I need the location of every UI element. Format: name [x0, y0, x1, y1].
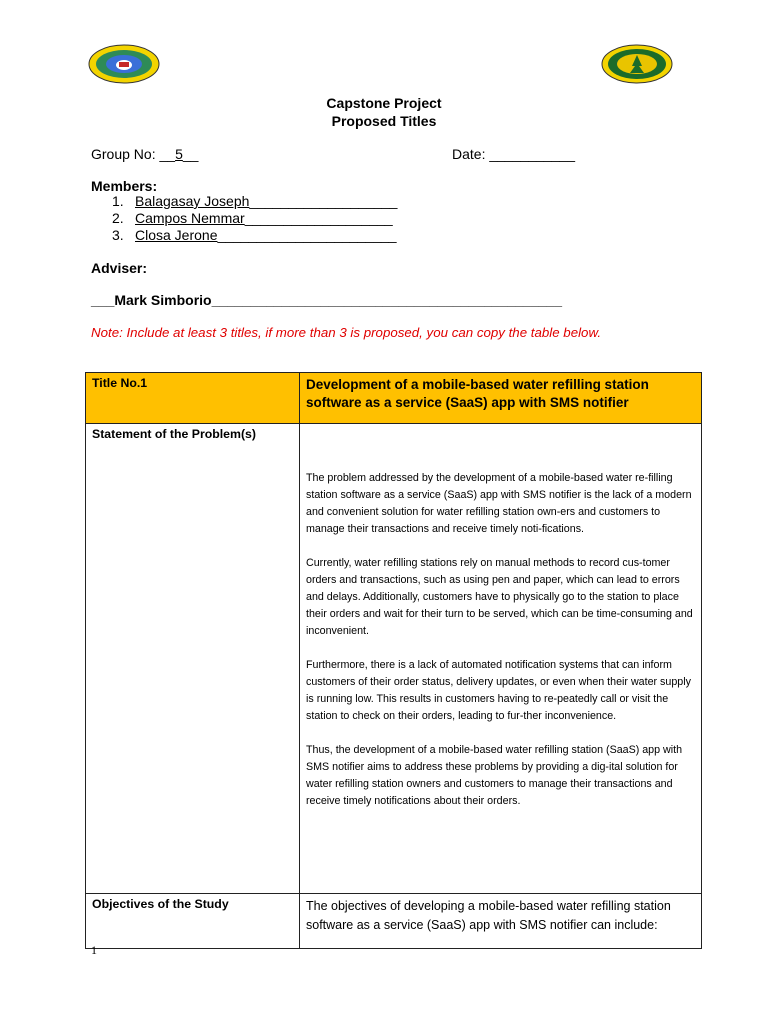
- group-prefix: __: [159, 146, 176, 162]
- instruction-note: Note: Include at least 3 titles, if more than 3 is proposed, you can copy the table below.: [91, 325, 602, 340]
- member-line: ___________________: [244, 210, 393, 226]
- member-number: 1.: [112, 193, 124, 209]
- problem-label-cell: Statement of the Problem(s): [86, 424, 300, 894]
- member-line: _______________________: [217, 227, 397, 243]
- date-field: [452, 146, 575, 162]
- member-line: ___________________: [249, 193, 398, 209]
- member-number: 2.: [112, 210, 124, 226]
- member-number: 3.: [112, 227, 124, 243]
- problem-paragraph: Currently, water refilling stations rely on manual methods to record cus-tomer orders and transactions, such as using pen and paper, which can lead to errors and delays. Additionally, customers have to physically go to the station to place their orders and wait for their turn to be served, which can be time-consuming and inconvenient.: [306, 557, 693, 637]
- adviser-prefix: ___: [91, 292, 115, 308]
- adviser-label: Adviser:: [91, 260, 148, 276]
- group-value: 5: [175, 146, 183, 162]
- adviser-field: [91, 292, 562, 308]
- objectives-label-cell: Objectives of the Study: [86, 894, 300, 949]
- header-subtitle: Proposed Titles: [331, 113, 437, 129]
- group-suffix: __: [182, 146, 199, 162]
- member-name: Balagasay Joseph: [135, 193, 250, 209]
- member-name: Campos Nemmar: [135, 210, 245, 226]
- header-title: Capstone Project: [326, 95, 442, 111]
- member-item: [112, 210, 397, 227]
- problem-text-cell: [300, 424, 702, 894]
- group-number-field: [91, 146, 198, 162]
- group-label: Group No:: [91, 146, 160, 162]
- document-header: [0, 94, 768, 130]
- title-value-cell: Development of a mobile-based water refilling station software as a service (SaaS) app with SMS notifier: [300, 373, 702, 424]
- adviser-line: _____________________________________________: [211, 292, 562, 308]
- problem-row: [86, 424, 702, 894]
- title-label-cell: Title No.1: [86, 373, 300, 424]
- members-label: Members:: [91, 178, 158, 194]
- member-item: [112, 227, 397, 244]
- member-item: [112, 193, 397, 210]
- objectives-row: [86, 894, 702, 949]
- title-proposal-table: [85, 372, 702, 949]
- school-seal-left-logo: [88, 44, 160, 84]
- page-number: 1: [91, 943, 97, 957]
- adviser-name: Mark Simborio: [114, 292, 212, 308]
- problem-paragraph: Furthermore, there is a lack of automated notification systems that can inform customers of their order status, delivery updates, or even when their water supply is running low. This results in customers having to re-peatedly call or visit the station to check on their orders, leading to fur-ther inconvenience.: [306, 659, 691, 722]
- date-label: Date:: [452, 146, 490, 162]
- member-name: Closa Jerone: [135, 227, 218, 243]
- problem-paragraph: The problem addressed by the development of a mobile-based water re-filling station software as a service (SaaS) app with SMS notifier is the lack of a modern and convenient solution for water refilling station own-ers and customers to manage their transactions and receive timely noti-fications.: [306, 472, 692, 535]
- date-value: ___________: [489, 146, 576, 162]
- members-list: [112, 193, 397, 244]
- school-seal-right-logo: [601, 44, 673, 84]
- title-row: [86, 373, 702, 424]
- problem-paragraph: Thus, the development of a mobile-based water refilling station (SaaS) app with SMS notifier aims to address these problems by providing a dig-ital solution for water refilling station owners and customers to manage their transactions and receive timely notifications about their orders.: [306, 744, 683, 807]
- objectives-text-cell: The objectives of developing a mobile-based water refilling station software as a service (SaaS) app with SMS notifier can include:: [300, 894, 702, 949]
